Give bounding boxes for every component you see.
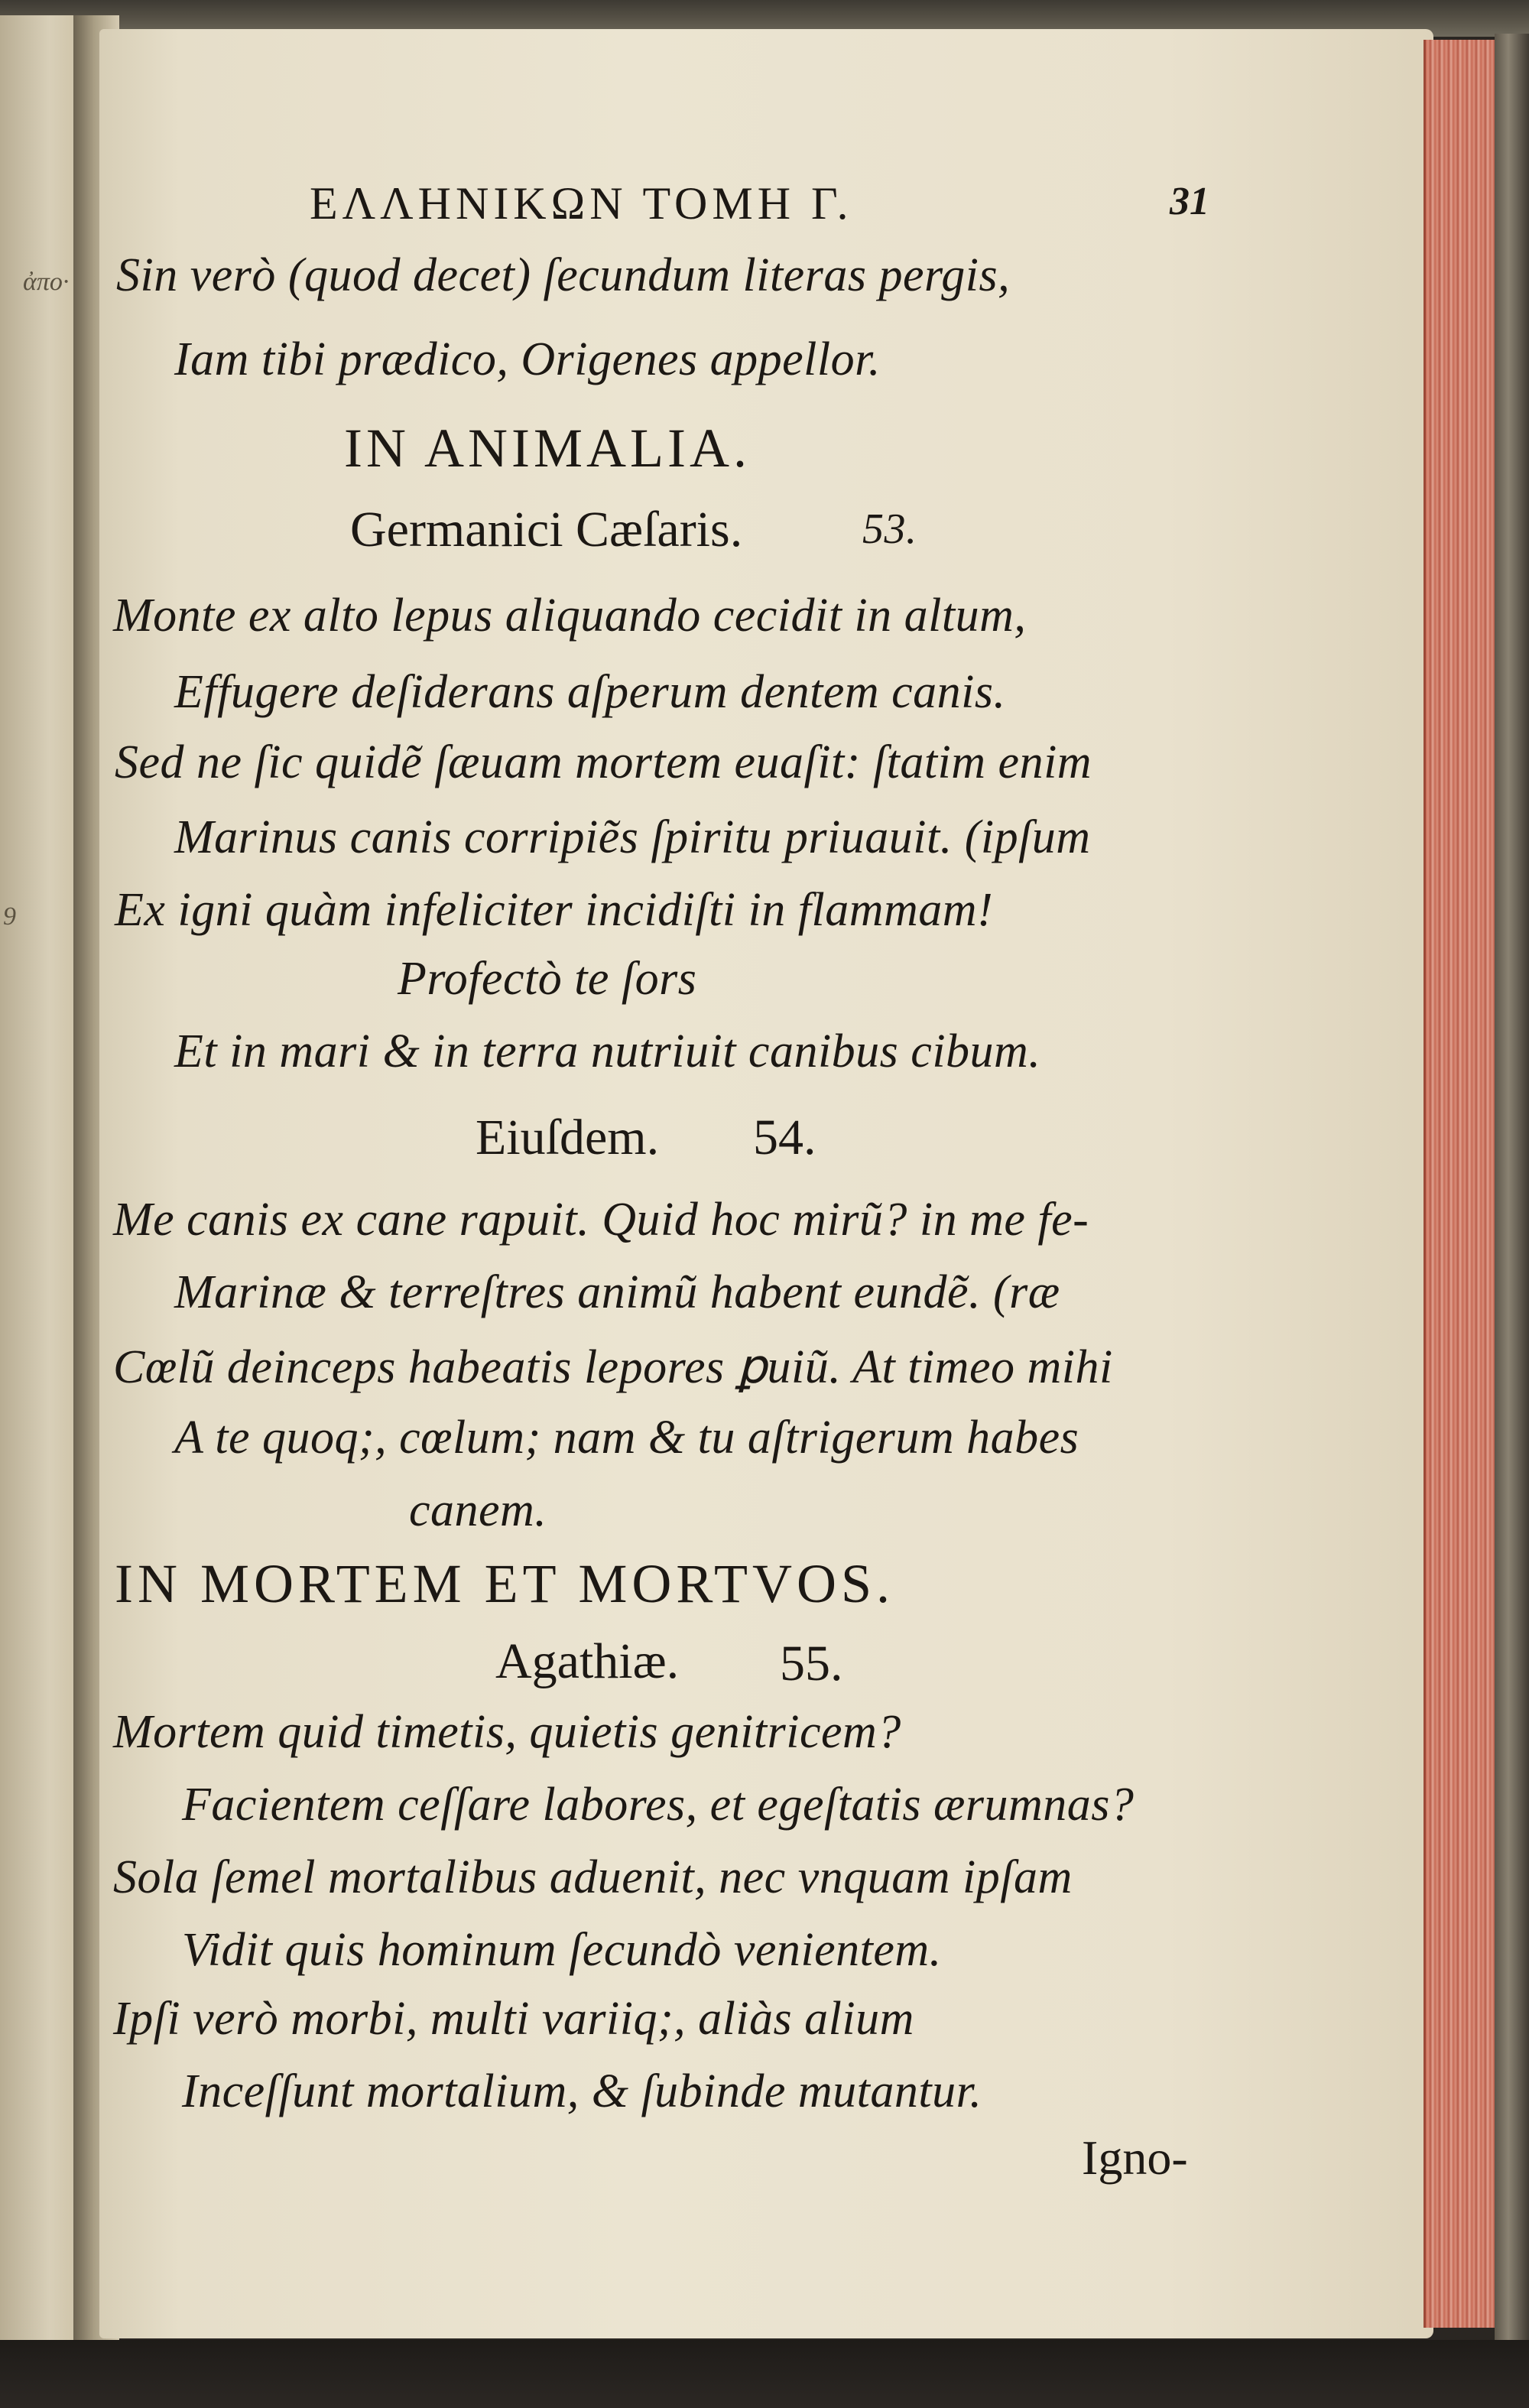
- red-fore-edge: [1423, 40, 1501, 2328]
- epigram-author: Agathiæ.: [495, 1633, 680, 1689]
- epigram-author: Germanici Cæſaris.: [350, 502, 743, 557]
- epigram-author: Eiuſdem.: [476, 1110, 660, 1165]
- verse-line: Mortem quid timetis, quietis genitricem?: [113, 1706, 901, 1758]
- verse-line: Cœlũ deinceps habeatis lepores ꝑuiũ. At timeo mihi: [113, 1341, 1113, 1393]
- verse-line: Profectò te ſors: [398, 953, 697, 1005]
- cover-edge: [1495, 34, 1529, 2343]
- bottom-shadow: [0, 2340, 1529, 2408]
- section-heading: IN MORTEM ET MORTVOS.: [115, 1553, 895, 1614]
- verse-line: Facientem ceſſare labores, et egeſtatis ærumnas?: [182, 1779, 1135, 1831]
- verse-line: Iam tibi prædico, Origenes appellor.: [174, 333, 881, 385]
- verse-line: Marinæ & terreſtres animũ habent eundẽ. (ræ: [174, 1266, 1060, 1318]
- verse-line: Ex igni quàm infeliciter incidiſti in flammam!: [115, 884, 994, 936]
- verse-line: canem.: [409, 1484, 547, 1536]
- catchword: Igno-: [1082, 2130, 1188, 2185]
- verse-line: A te quoq;, cœlum; nam & tu aſtrigerum habes: [174, 1412, 1079, 1464]
- verse-line: Marinus canis corripiẽs ſpiritu priuauit. (ipſum: [174, 811, 1091, 863]
- verse-line: Et in mari & in terra nutriuit canibus cibum.: [174, 1025, 1041, 1077]
- verse-line: Sin verò (quod decet) ſecundum literas pergis,: [116, 249, 1011, 301]
- facing-page-fragment: 9: [3, 902, 16, 931]
- epigram-number: 54.: [753, 1110, 816, 1165]
- verse-line: Ipſi verò morbi, multi variiq;, aliàs alium: [113, 1993, 914, 2045]
- section-heading: IN ANIMALIA.: [344, 418, 751, 479]
- epigram-number: 53.: [862, 505, 917, 553]
- verse-line: Inceſſunt mortalium, & ſubinde mutantur.: [182, 2065, 982, 2117]
- verse-line: Monte ex alto lepus aliquando cecidit in altum,: [113, 590, 1027, 642]
- verse-line: Effugere deſiderans aſperum dentem canis.: [174, 666, 1006, 718]
- verse-line: Me canis ex cane rapuit. Quid hoc mirũ? in me fe-: [113, 1194, 1089, 1246]
- epigram-number: 55.: [780, 1636, 843, 1691]
- page-number: 31: [1170, 180, 1209, 223]
- facing-page-fragment: ἀπο·: [23, 268, 70, 296]
- verse-line: Sola ſemel mortalibus aduenit, nec vnquam ipſam: [113, 1851, 1073, 1903]
- verse-line: Sed ne ſic quidẽ ſæuam mortem euaſit: ſtatim enim: [115, 736, 1092, 788]
- running-title: ΕΛΛΗΝΙΚΩΝ ΤΟΜΗ Γ.: [310, 178, 853, 229]
- verse-line: Vidit quis hominum ſecundò venientem.: [182, 1924, 942, 1976]
